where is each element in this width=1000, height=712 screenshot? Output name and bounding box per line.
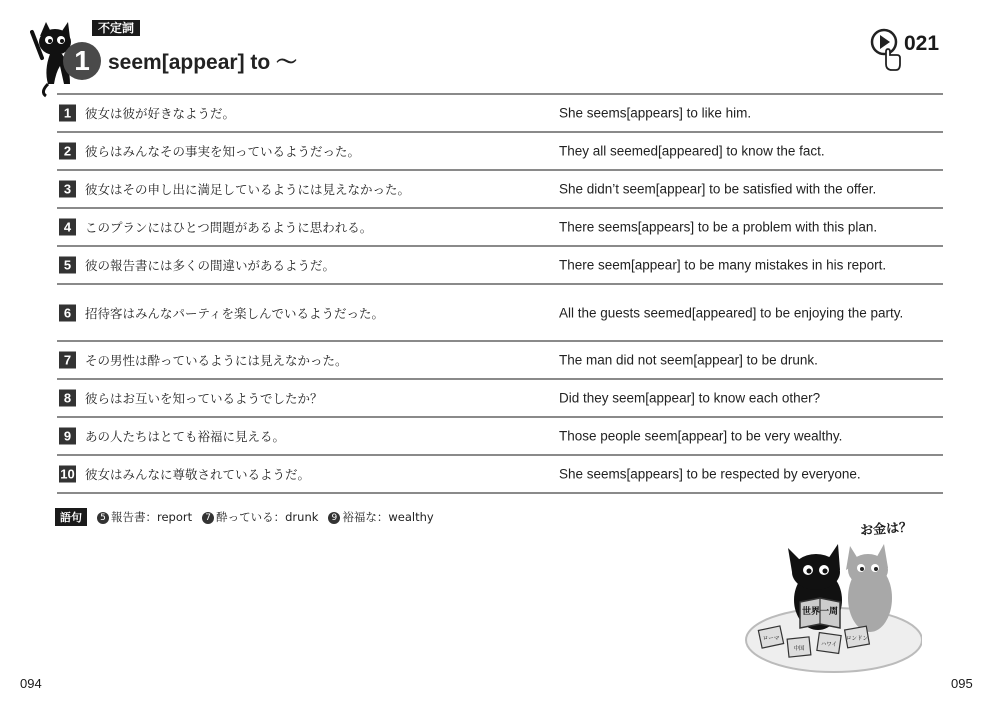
japanese-sentence: 彼らはみんなその事実を知っているようだった。	[85, 144, 361, 159]
japanese-sentence: このプランにはひとつ問題があるように思われる。	[85, 220, 373, 235]
vocab-item	[97, 509, 192, 525]
english-sentence: There seem[appear] to be many mistakes in his report.	[559, 257, 887, 273]
vocab-item	[202, 509, 318, 525]
vocabulary-label: 語句	[55, 508, 87, 526]
sentence-table	[57, 93, 943, 494]
vocab-item-text: 報告書：report	[111, 510, 193, 524]
japanese-sentence: 彼女はみんなに尊敬されているようだ。	[85, 467, 311, 482]
cats-illustration	[742, 510, 922, 680]
japanese-sentence: 彼女はその申し出に満足しているようには見えなかった。	[85, 182, 411, 197]
japanese-sentence: 彼らはお互いを知っているようでしたか？	[85, 391, 323, 406]
book-title: 世界一周	[801, 607, 839, 617]
english-sentence: Those people seem[appear] to be very wealthy.	[559, 428, 843, 444]
card-label: 中国	[793, 646, 805, 652]
table-row	[57, 133, 943, 171]
vocab-item-number: 9	[328, 512, 340, 524]
page-title: seem[appear] to ～	[108, 51, 298, 74]
card-label: ローマ	[762, 636, 780, 642]
row-number: 6	[59, 304, 76, 321]
english-sentence: There seems[appears] to be a problem with this plan.	[559, 219, 878, 235]
japanese-sentence: 彼女は彼が好きなようだ。	[85, 106, 236, 121]
english-sentence: She seems[appears] to be respected by everyone.	[559, 466, 861, 482]
japanese-sentence: その男性は酔っているようには見えなかった。	[85, 353, 348, 368]
table-row	[57, 247, 943, 285]
table-row	[57, 342, 943, 380]
table-row	[57, 418, 943, 456]
japanese-sentence: 招待客はみんなパーティを楽しんでいるようだった。	[85, 305, 385, 321]
page-number-right: 095	[951, 676, 973, 691]
table-row	[57, 380, 943, 418]
row-number: 10	[60, 466, 75, 482]
row-number: 1	[59, 105, 76, 122]
row-number: 5	[59, 257, 76, 274]
table-row	[57, 209, 943, 247]
vocab-item-number: 7	[202, 512, 214, 524]
english-sentence: The man did not seem[appear] to be drunk.	[559, 352, 818, 368]
table-row	[57, 95, 943, 133]
speech-bubble: お金は？	[859, 520, 913, 539]
track-number: 021	[904, 32, 940, 55]
vocabulary-notes	[55, 508, 434, 526]
row-number: 2	[59, 143, 76, 160]
row-number: 8	[59, 390, 76, 407]
english-sentence: They all seemed[appeared] to know the fact.	[559, 143, 825, 159]
card-label: ロンドン	[845, 636, 869, 642]
japanese-sentence: あの人たちはとても裕福に見える。	[85, 429, 286, 444]
vocab-item-text: 裕福な：wealthy	[342, 510, 434, 524]
table-row	[57, 456, 943, 494]
english-sentence: She seems[appears] to like him.	[559, 105, 752, 121]
row-number: 4	[59, 219, 76, 236]
english-sentence: Did they seem[appear] to know each other?	[559, 390, 821, 406]
card-label: ハワイ	[820, 642, 838, 648]
english-sentence: She didn’t seem[appear] to be satisfied with the offer.	[559, 181, 877, 197]
vocab-item-text: 酔っている：drunk	[216, 510, 319, 524]
row-number: 7	[59, 352, 76, 369]
vocab-item-number: 5	[97, 512, 109, 524]
section-tag: 不定詞	[92, 20, 140, 36]
row-number: 3	[59, 181, 76, 198]
audio-play-icon[interactable]	[870, 28, 902, 72]
japanese-sentence: 彼の報告書には多くの間違いがあるようだ。	[85, 258, 336, 273]
row-number: 9	[59, 428, 76, 445]
table-row	[57, 171, 943, 209]
vocab-item	[328, 509, 433, 525]
english-sentence: All the guests seemed[appeared] to be enjoying the party.	[559, 305, 904, 320]
page-number-left: 094	[20, 676, 42, 691]
table-row	[57, 285, 943, 342]
lesson-number: 1	[63, 42, 101, 80]
